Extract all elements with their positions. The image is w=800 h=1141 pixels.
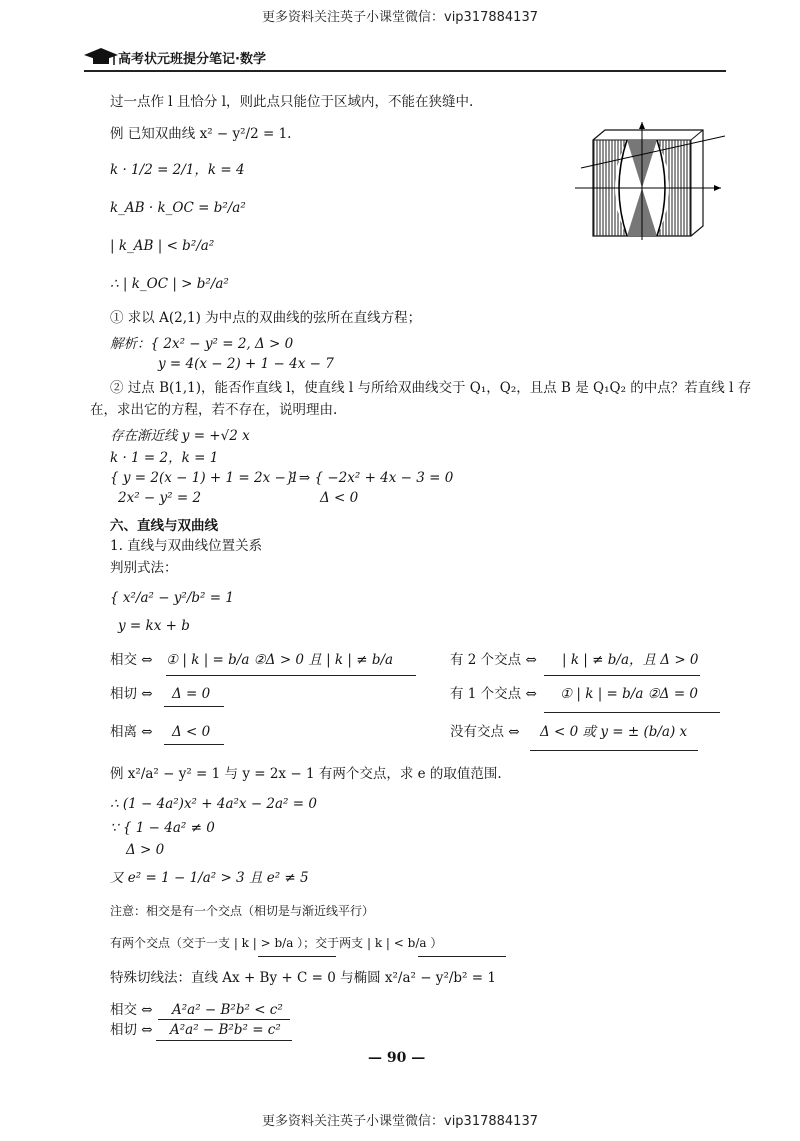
relation-value: ① | k | = b/a ②Δ = 0: [560, 686, 699, 702]
math-line: Δ < 0: [320, 490, 359, 506]
section-heading: 六、直线与双曲线: [110, 518, 218, 534]
math-line: k · 1/2 = 2/1，k = 4: [110, 162, 245, 178]
hyperbola-figure: [575, 122, 725, 242]
system-line: y = kx + b: [118, 618, 190, 634]
solution-line: 解析：{ 2x² − y² = 2, Δ > 0: [110, 336, 294, 352]
example-statement: 例 已知双曲线 x² − y²/2 = 1.: [110, 126, 292, 142]
page-number: — 90 —: [368, 1050, 426, 1066]
method-label: 判别式法：: [110, 560, 178, 576]
math-line: k_AB · k_OC = b²/a²: [110, 200, 246, 216]
relation-value: A²a² − B²b² < c²: [172, 1002, 283, 1018]
math-line: ∵ { 1 − 4a² ≠ 0: [110, 820, 215, 836]
footer-watermark-note: 更多资料关注英子小课堂微信：vip317884137: [262, 1114, 538, 1129]
relation-label: 相离 ⇔: [110, 724, 153, 740]
answer-underline: [156, 1040, 292, 1041]
relation-label: 相切 ⇔: [110, 1022, 153, 1038]
text-line: 过一点作 l 且恰分 l，则此点只能位于区域内，不能在狭缝中.: [110, 94, 474, 110]
math-line: { y = 2(x − 1) + 1 = 2x − 1: [110, 470, 299, 486]
math-line: } ⇒ { −2x² + 4x − 3 = 0: [286, 470, 454, 486]
system-line: { x²/a² − y²/b² = 1: [110, 590, 234, 606]
relation-value: ① | k | = b/a ②Δ > 0 且 | k | ≠ b/a: [166, 652, 394, 668]
math-line: ∴ | k_OC | > b²/a²: [110, 276, 229, 292]
book-title: 高考状元班提分笔记·数学: [118, 52, 266, 67]
relation-value: Δ < 0 或 y = ± (b/a) x: [540, 724, 688, 740]
relation-label: 没有交点 ⇔: [450, 724, 520, 740]
question-1: ① 求以 A(2,1) 为中点的双曲线的弦所在直线方程；: [110, 310, 422, 326]
relation-label: 相交 ⇔: [110, 652, 153, 668]
relation-value: Δ < 0: [172, 724, 211, 740]
math-line: 存在渐近线 y = +√2 x: [110, 428, 250, 444]
math-line: 2x² − y² = 2: [118, 490, 202, 506]
answer-underline: [258, 956, 336, 957]
answer-underline: [164, 706, 224, 707]
answer-underline: [530, 750, 698, 751]
answer-underline: [544, 712, 720, 713]
note-line: 有两个交点（交于一支 | k | > b/a ）；交于两支 | k | < b/a ）: [110, 936, 443, 950]
solution-line: y = 4(x − 2) + 1 − 4x − 7: [158, 356, 334, 372]
math-line: Δ > 0: [126, 842, 165, 858]
question-2: ② 过点 B(1,1)，能否作直线 l，使直线 l 与所给双曲线交于 Q₁，Q₂，且点 B 是 Q₁Q₂ 的中点？若直线 l 存: [110, 380, 752, 396]
relation-value: Δ = 0: [172, 686, 211, 702]
relation-label: 有 2 个交点 ⇔: [450, 652, 537, 668]
answer-underline: [164, 744, 224, 745]
note-line: 注意：相交是有一个交点（相切是与渐近线平行）: [110, 904, 375, 918]
math-line: | k_AB | < b²/a²: [110, 238, 215, 254]
math-line: ∴ (1 − 4a²)x² + 4a²x − 2a² = 0: [110, 796, 317, 812]
relation-label: 相交 ⇔: [110, 1002, 153, 1018]
header-rule: [84, 70, 726, 72]
method-heading: 特殊切线法：直线 Ax + By + C = 0 与椭圆 x²/a² − y²/b² = 1: [110, 970, 496, 986]
graduation-cap-icon: [84, 47, 118, 67]
math-line: k · 1 = 2，k = 1: [110, 450, 219, 466]
math-line: 又 e² = 1 − 1/a² > 3 且 e² ≠ 5: [110, 870, 309, 886]
example-statement: 例 x²/a² − y² = 1 与 y = 2x − 1 有两个交点，求 e 的取值范围.: [110, 766, 502, 782]
header-watermark-note: 更多资料关注英子小课堂微信：vip317884137: [262, 10, 538, 25]
question-2-cont: 在，求出它的方程，若不存在，说明理由.: [90, 402, 338, 418]
relation-value: A²a² − B²b² = c²: [170, 1022, 281, 1038]
answer-underline: [166, 675, 416, 676]
relation-value: | k | ≠ b/a，且 Δ > 0: [562, 652, 699, 668]
answer-underline: [418, 956, 506, 957]
relation-label: 相切 ⇔: [110, 686, 153, 702]
answer-underline: [544, 675, 700, 676]
subsection-heading: 1. 直线与双曲线位置关系: [110, 538, 263, 554]
relation-label: 有 1 个交点 ⇔: [450, 686, 537, 702]
